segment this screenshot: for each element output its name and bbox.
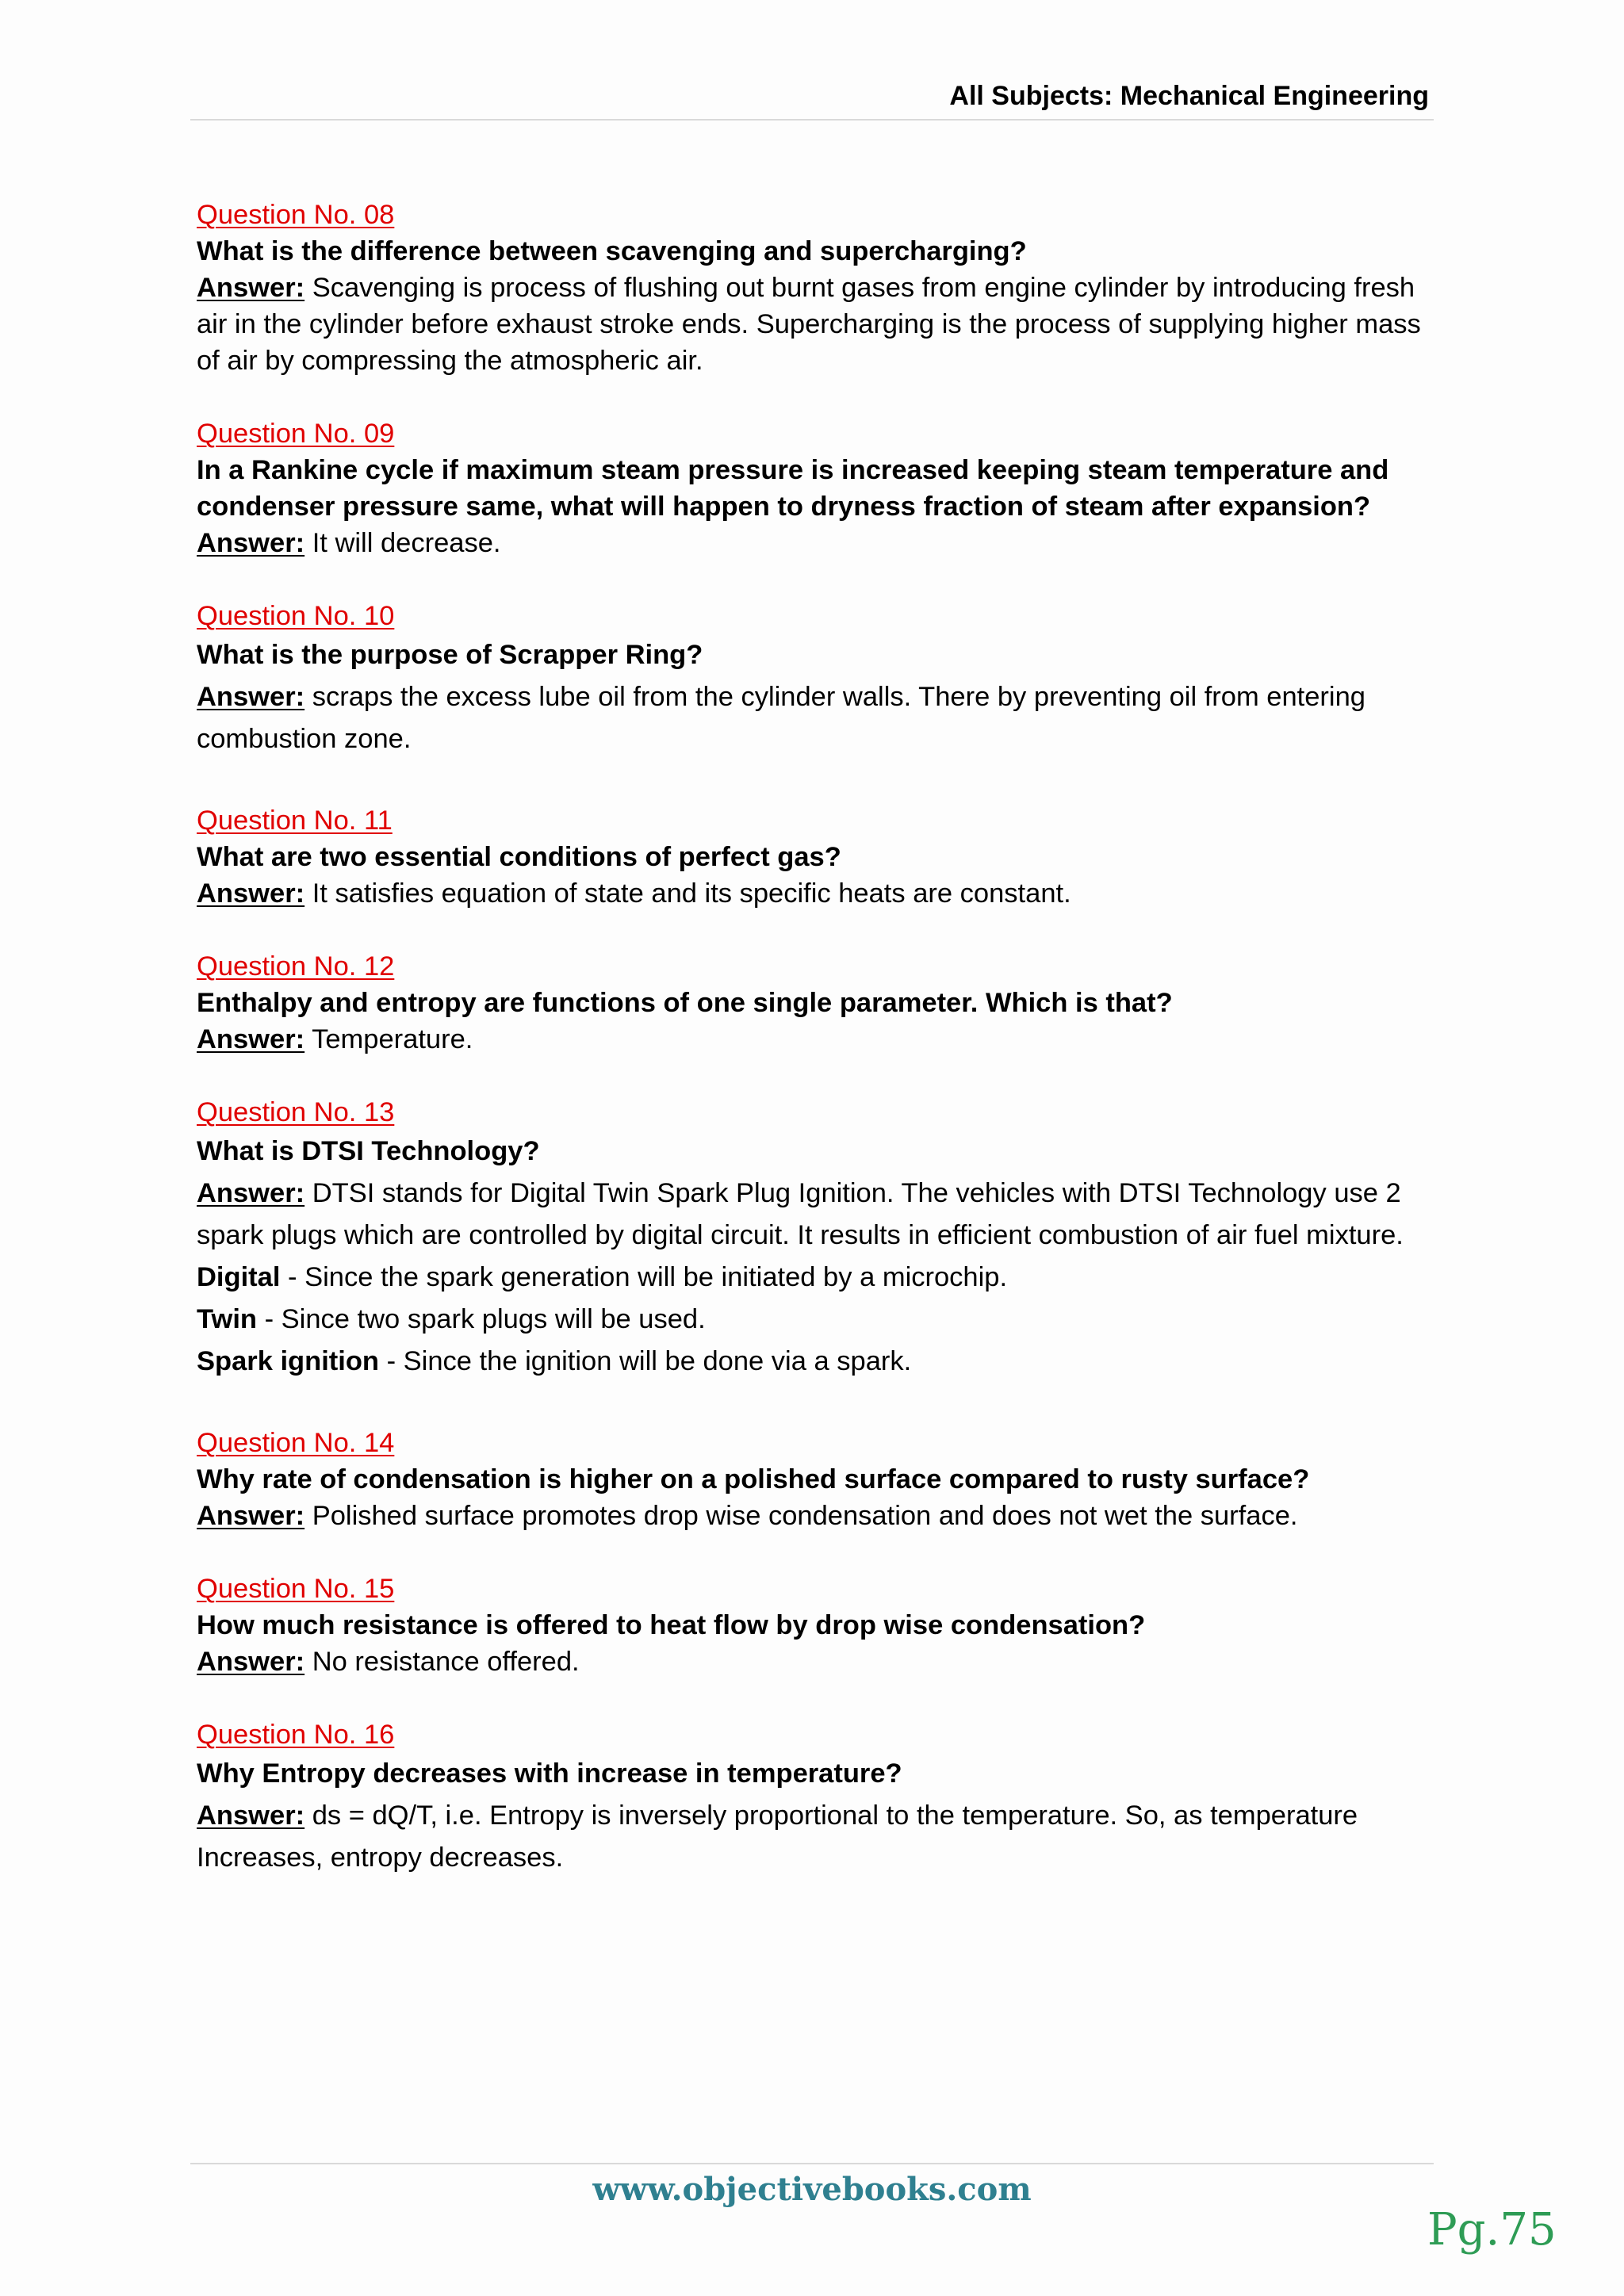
answer-text: scraps the excess lube oil from the cylinder walls. There by preventing oil from entering combustion zone. [197, 682, 1365, 754]
answer-text: DTSI stands for Digital Twin Spark Plug Ignition. The vehicles with DTSI Technology use 2 spark plugs which are controlled by digital circuit. It results in efficient combustion of air fuel mixture. [197, 1178, 1404, 1250]
term-definition [197, 1299, 1434, 1341]
question-text: What is DTSI Technology? [197, 1136, 540, 1166]
question-block [197, 598, 1434, 760]
question-text: Why Entropy decreases with increase in temperature? [197, 1758, 902, 1789]
footer-website: www.objectivebooks.com [592, 2171, 1032, 2208]
question-number: Question No. 11 [197, 806, 393, 836]
question-text: Enthalpy and entropy are functions of one single parameter. Which is that? [197, 988, 1173, 1018]
answer-label: Answer: [197, 682, 305, 712]
answer-text: Scavenging is process of flushing out burnt gases from engine cylinder by introducing fresh air in the cylinder before exhaust stroke ends. Supercharging is the process of supplying higher mass of air by compressing the atmospheric air. [197, 273, 1421, 376]
question-number: Question No. 10 [197, 601, 395, 631]
footer-divider [190, 2163, 1434, 2164]
answer [197, 875, 1434, 912]
answer-text: ds = dQ/T, i.e. Entropy is inversely proportional to the temperature. So, as temperature Increases, entropy decreases. [197, 1800, 1358, 1873]
term-description: - Since the spark generation will be initiated by a microchip. [280, 1262, 1008, 1292]
question-block [197, 197, 1434, 379]
term-definition [197, 1341, 1434, 1383]
question-number: Question No. 16 [197, 1720, 395, 1750]
answer [197, 1795, 1434, 1879]
header-title: All Subjects: Mechanical Engineering [949, 81, 1429, 111]
answer [197, 1644, 1434, 1680]
answer-label: Answer: [197, 528, 305, 558]
answer [197, 1498, 1434, 1534]
page-number: Pg.75 [1427, 2204, 1557, 2256]
answer [197, 270, 1434, 379]
question-block [197, 1571, 1434, 1680]
question-block [197, 1094, 1434, 1383]
page-header [190, 76, 1434, 121]
answer-text: Temperature. [312, 1024, 473, 1054]
term-label: Spark ignition [197, 1346, 380, 1376]
answer [197, 676, 1434, 760]
answer-label: Answer: [197, 1501, 305, 1531]
question-list [197, 197, 1434, 1879]
question-number: Question No. 14 [197, 1428, 395, 1458]
question-text: How much resistance is offered to heat flow by drop wise condensation? [197, 1610, 1146, 1640]
term-description: - Since two spark plugs will be used. [257, 1304, 706, 1334]
answer-text: No resistance offered. [312, 1647, 580, 1677]
answer [197, 525, 1434, 561]
answer [197, 1021, 1434, 1058]
answer-label: Answer: [197, 1178, 305, 1208]
question-text: What is the difference between scavenging and supercharging? [197, 236, 1027, 266]
question-text: Why rate of condensation is higher on a polished surface compared to rusty surface? [197, 1464, 1310, 1494]
answer-label: Answer: [197, 273, 305, 303]
answer-label: Answer: [197, 1024, 305, 1054]
question-number: Question No. 08 [197, 200, 395, 230]
term-definition [197, 1257, 1434, 1299]
question-text: What is the purpose of Scrapper Ring? [197, 640, 703, 670]
answer-text: It will decrease. [312, 528, 501, 558]
term-description: - Since the ignition will be done via a spark. [379, 1346, 912, 1376]
question-text: What are two essential conditions of perfect gas? [197, 842, 841, 872]
term-label: Digital [197, 1262, 281, 1292]
question-number: Question No. 12 [197, 951, 395, 982]
question-block [197, 802, 1434, 912]
question-text: In a Rankine cycle if maximum steam pressure is increased keeping steam temperature and condenser pressure same, what will happen to dryness fraction of steam after expansion? [197, 455, 1389, 522]
answer-label: Answer: [197, 1647, 305, 1677]
answer-label: Answer: [197, 1800, 305, 1831]
answer-label: Answer: [197, 878, 305, 909]
answer [197, 1173, 1434, 1257]
question-block [197, 948, 1434, 1058]
question-block [197, 415, 1434, 561]
answer-text: Polished surface promotes drop wise condensation and does not wet the surface. [312, 1501, 1298, 1531]
question-block [197, 1425, 1434, 1534]
question-number: Question No. 09 [197, 419, 395, 449]
term-label: Twin [197, 1304, 258, 1334]
question-number: Question No. 15 [197, 1574, 395, 1604]
question-number: Question No. 13 [197, 1097, 395, 1127]
question-block [197, 1716, 1434, 1879]
answer-text: It satisfies equation of state and its specific heats are constant. [312, 878, 1071, 909]
